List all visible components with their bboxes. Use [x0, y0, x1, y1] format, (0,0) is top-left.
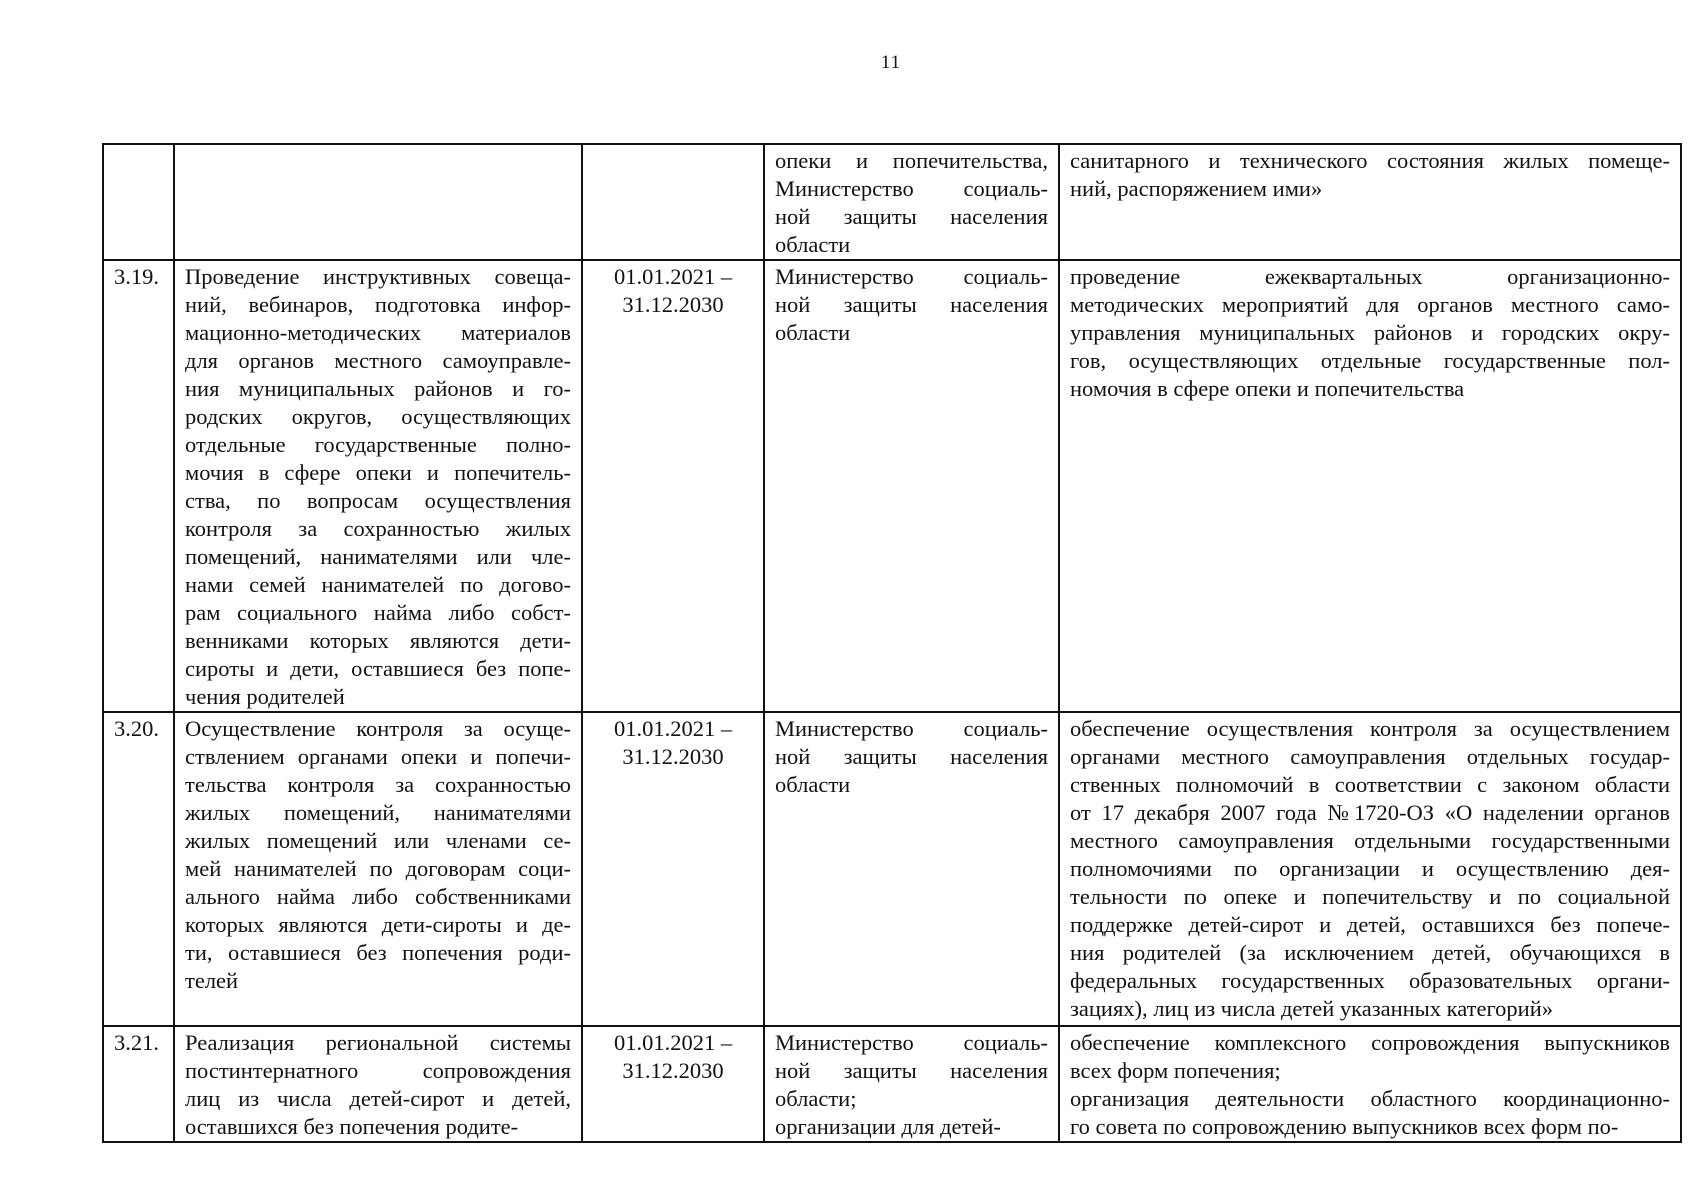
result-cell-line: полномочиями по организации и осуществлению дея- [1070, 856, 1670, 881]
row-number: 3.19. [114, 264, 159, 289]
row-number-cell [103, 144, 174, 260]
term-cell-line: 31.12.2030 [622, 292, 724, 317]
result-cell-line: ния родителей (за исключением детей, обучающихся в [1070, 940, 1670, 965]
executor-cell-line: области [775, 320, 851, 345]
result-cell-line: зациях), лиц из числа детей указанных категорий» [1070, 996, 1553, 1021]
activity-cell-line: ти, оставшиеся без попечения роди- [185, 940, 571, 965]
table-row [103, 712, 1681, 1026]
activity-cell-line: ний, вебинаров, подготовка инфор- [185, 292, 571, 317]
plan-table [102, 143, 1682, 1143]
executor-cell-line: области [775, 232, 851, 257]
term-cell [582, 260, 764, 712]
activity-cell-line: отдельные государственные полно- [185, 432, 571, 457]
activity-cell-line: ния муниципальных районов и го- [185, 376, 571, 401]
activity-cell-line: ствлением органами опеки и попечи- [185, 744, 571, 769]
result-cell-line: местного самоуправления отдельными государственными [1070, 828, 1670, 853]
executor-cell [764, 144, 1059, 260]
activity-cell-line: тельства контроля за сохранностью [185, 772, 571, 797]
result-cell [1059, 1026, 1681, 1142]
result-cell-line: обеспечение комплексного сопровождения выпускников [1070, 1030, 1670, 1055]
activity-cell-line: рам социального найма либо собст- [185, 600, 571, 625]
term-cell [582, 1026, 764, 1142]
result-cell-line: ний, распоряжением ими» [1070, 176, 1323, 201]
result-cell-line: го совета по сопровождению выпускников всех форм по- [1070, 1114, 1619, 1139]
row-number-cell [103, 1026, 174, 1142]
activity-cell-line: контроля за сохранностью жилых [185, 516, 571, 541]
term-cell-line: 31.12.2030 [622, 744, 724, 769]
activity-cell-line: сироты и дети, оставшиеся без попе- [185, 656, 571, 681]
activity-cell-line: Реализация региональной системы [185, 1030, 571, 1055]
activity-cell-line: телей [185, 968, 239, 993]
table-row [103, 260, 1681, 712]
executor-cell-line: опеки и попечительства, [775, 148, 1048, 173]
activity-cell [174, 712, 582, 1026]
executor-cell-line: Министерство социаль- [775, 264, 1048, 289]
executor-cell-line: ной защиты населения [775, 292, 1048, 317]
activity-cell [174, 1026, 582, 1142]
term-cell-line: 31.12.2030 [622, 1058, 724, 1083]
executor-cell-line: Министерство социаль- [775, 1030, 1048, 1055]
result-cell-line: тельности по опеке и попечительству и по социальной [1070, 884, 1670, 909]
result-cell-line: методических мероприятий для органов местного само- [1070, 292, 1670, 317]
row-number: 3.21. [114, 1030, 159, 1055]
term-cell-line: 01.01.2021 – [613, 1030, 733, 1055]
result-cell [1059, 712, 1681, 1026]
activity-cell-line: родских округов, осуществляющих [185, 404, 571, 429]
activity-cell-line: помещений, нанимателями или чле- [185, 544, 571, 569]
activity-cell-line: нами семей нанимателей по догово- [185, 572, 571, 597]
result-cell-line: органами местного самоуправления отдельных государ- [1070, 744, 1670, 769]
activity-cell [174, 144, 582, 260]
activity-cell-line: жилых помещений, нанимателями [185, 800, 571, 825]
result-cell-line: от 17 декабря 2007 года №1720-ОЗ «О наделении органов [1070, 800, 1670, 825]
row-number-cell [103, 260, 174, 712]
page-number: 11 [880, 52, 902, 73]
term-cell-line: 01.01.2021 – [613, 264, 733, 289]
activity-cell-line: ального найма либо собственниками [185, 884, 571, 909]
result-cell-line: управления муниципальных районов и городских окру- [1070, 320, 1670, 345]
result-cell-line: всех форм попечения; [1070, 1058, 1281, 1083]
executor-cell-line: организации для детей- [775, 1114, 1001, 1139]
activity-cell-line: венниками которых являются дети- [185, 628, 571, 653]
term-cell [582, 712, 764, 1026]
result-cell-line: организация деятельности областного координационно- [1070, 1086, 1670, 1111]
activity-cell-line: лиц из числа детей-сирот и детей, [185, 1086, 571, 1111]
activity-cell-line: чения родителей [185, 684, 345, 709]
activity-cell-line: жилых помещений или членами се- [185, 828, 571, 853]
executor-cell [764, 260, 1059, 712]
executor-cell [764, 712, 1059, 1026]
activity-cell [174, 260, 582, 712]
activity-cell-line: мей нанимателей по договорам соци- [185, 856, 571, 881]
result-cell [1059, 144, 1681, 260]
executor-cell-line: Министерство социаль- [775, 176, 1048, 201]
row-number: 3.20. [114, 716, 159, 741]
result-cell-line: санитарного и технического состояния жилых помеще- [1070, 148, 1670, 173]
activity-cell-line: которых являются дети-сироты и де- [185, 912, 571, 937]
executor-cell-line: области [775, 772, 851, 797]
result-cell-line: поддержке детей-сирот и детей, оставшихся без попече- [1070, 912, 1670, 937]
result-cell-line: проведение ежеквартальных организационно- [1070, 264, 1670, 289]
table-row [103, 1026, 1681, 1142]
result-cell [1059, 260, 1681, 712]
executor-cell-line: ной защиты населения [775, 204, 1048, 229]
term-cell [582, 144, 764, 260]
activity-cell-line: мационно-методических материалов [185, 320, 571, 345]
executor-cell-line: ной защиты населения [775, 744, 1048, 769]
activity-cell-line: ства, по вопросам осуществления [185, 488, 571, 513]
term-cell-line: 01.01.2021 – [613, 716, 733, 741]
activity-cell-line: для органов местного самоуправле- [185, 348, 571, 373]
activity-cell-line: оставшихся без попечения родите- [185, 1114, 519, 1139]
activity-cell-line: Осуществление контроля за осуще- [185, 716, 571, 741]
result-cell-line: ственных полномочий в соответствии с законом области [1070, 772, 1670, 797]
table-row [103, 144, 1681, 260]
activity-cell-line: постинтернатного сопровождения [185, 1058, 571, 1083]
executor-cell-line: Министерство социаль- [775, 716, 1048, 741]
row-number-cell [103, 712, 174, 1026]
result-cell-line: федеральных государственных образовательных органи- [1070, 968, 1670, 993]
result-cell-line: номочия в сфере опеки и попечительства [1070, 376, 1465, 401]
executor-cell-line: ной защиты населения [775, 1058, 1048, 1083]
executor-cell [764, 1026, 1059, 1142]
executor-cell-line: области; [775, 1086, 857, 1111]
activity-cell-line: мочия в сфере опеки и попечитель- [185, 460, 571, 485]
activity-cell-line: Проведение инструктивных совеща- [185, 264, 571, 289]
result-cell-line: обеспечение осуществления контроля за осуществлением [1070, 716, 1670, 741]
result-cell-line: гов, осуществляющих отдельные государственные пол- [1070, 348, 1670, 373]
